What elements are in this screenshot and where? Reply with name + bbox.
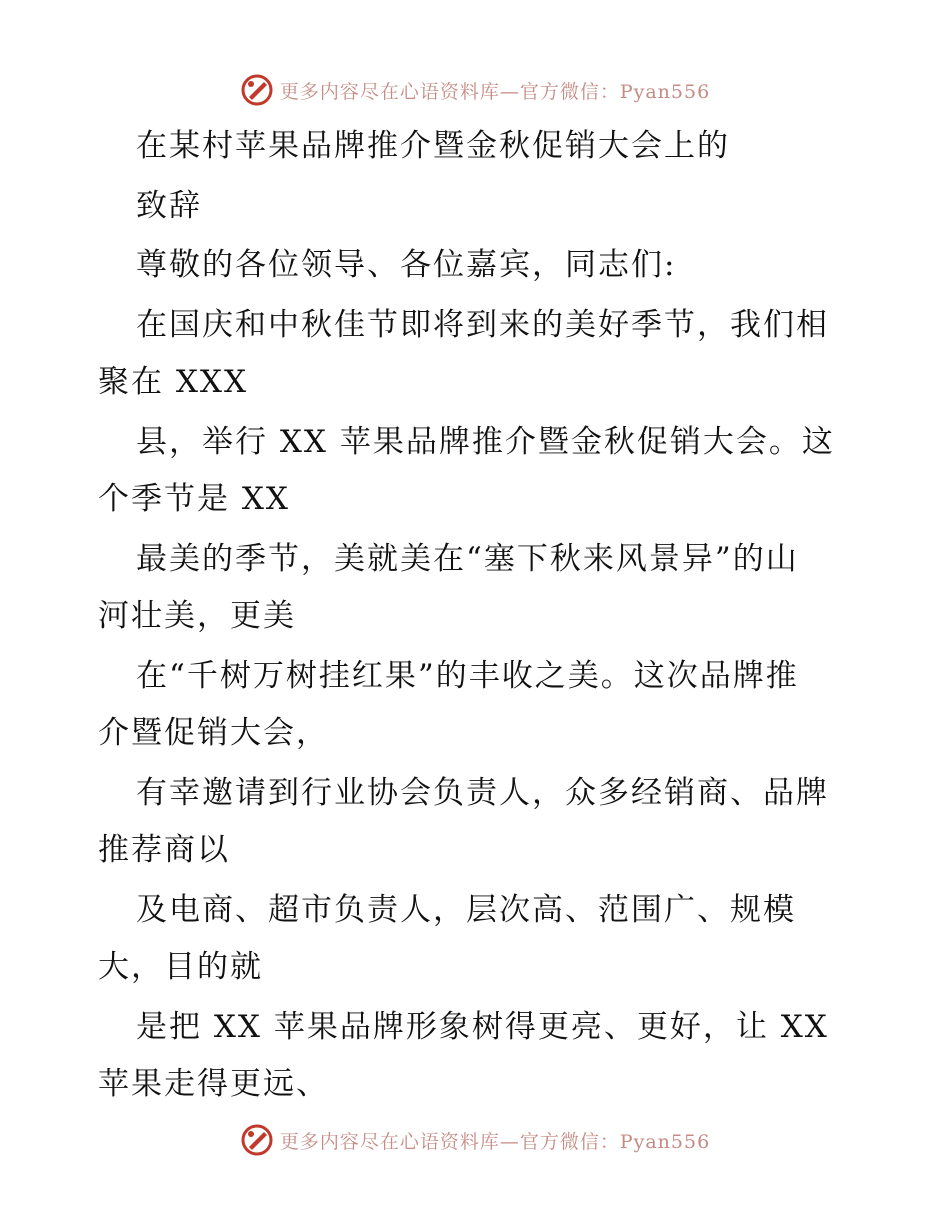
- footer-watermark-banner: [0, 1122, 950, 1158]
- logo-icon: [240, 1123, 274, 1157]
- doc-line: 及电商、超市负责人，层次高、范围广、规模: [136, 892, 796, 928]
- doc-line: 在国庆和中秋佳节即将到来的美好季节，我们相: [136, 307, 829, 343]
- doc-line: 最美的季节，美就美在“塞下秋来风景异”的山: [136, 541, 799, 577]
- doc-line: 尊敬的各位领导、各位嘉宾，同志们:: [136, 247, 677, 283]
- doc-line: 个季节是 XX: [98, 481, 290, 517]
- doc-line: 在“千树万树挂红果”的丰收之美。这次品牌推: [136, 658, 799, 694]
- header-watermark-banner: [0, 72, 950, 108]
- doc-line: 苹果走得更远、: [98, 1066, 329, 1102]
- doc-line: 大，目的就: [98, 949, 263, 985]
- doc-line: 在某村苹果品牌推介暨金秋促销大会上的: [136, 128, 730, 164]
- doc-line: 致辞: [136, 188, 202, 224]
- banner-text: 更多内容尽在心语资料库—官方微信：Pyan556: [279, 80, 711, 103]
- doc-line: 有幸邀请到行业协会负责人，众多经销商、品牌: [136, 775, 829, 811]
- doc-line: 是把 XX 苹果品牌形象树得更亮、更好，让 XX: [136, 1009, 829, 1045]
- doc-line: 推荐商以: [98, 832, 230, 868]
- doc-line: 介暨促销大会，: [98, 715, 329, 751]
- doc-line: 聚在 XXX: [98, 364, 249, 400]
- banner-text: 更多内容尽在心语资料库—官方微信：Pyan556: [279, 1130, 711, 1153]
- doc-line: 县，举行 XX 苹果品牌推介暨金秋促销大会。这: [136, 424, 835, 460]
- logo-icon: [240, 73, 274, 107]
- doc-line: 河壮美，更美: [98, 598, 296, 634]
